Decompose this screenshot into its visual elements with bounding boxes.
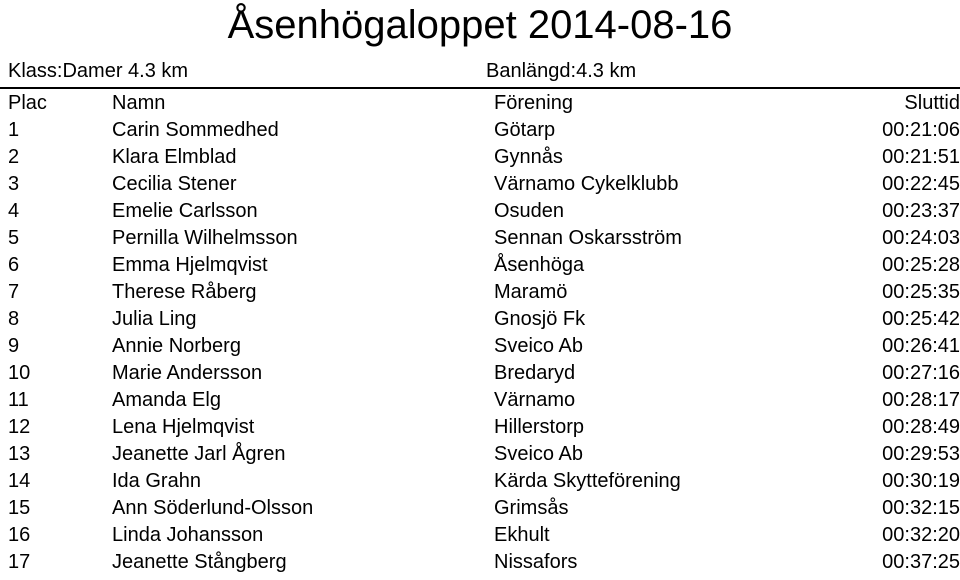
cell-sluttid: 00:24:03 [882, 227, 960, 249]
class-label: Klass:Damer 4.3 km [8, 60, 189, 82]
cell-forening: Gnosjö Fk [494, 308, 586, 330]
header-divider [0, 87, 960, 89]
cell-namn: Amanda Elg [112, 389, 221, 411]
cell-forening: Osuden [494, 200, 565, 222]
cell-sluttid: 00:25:35 [882, 281, 960, 303]
cell-namn: Ida Grahn [112, 470, 201, 492]
cell-plac: 14 [8, 470, 31, 492]
cell-forening: Gynnås [494, 146, 563, 168]
cell-plac: 12 [8, 416, 31, 438]
cell-namn: Emma Hjelmqvist [112, 254, 268, 276]
cell-forening: Hillerstorp [494, 416, 585, 438]
table-row [0, 522, 960, 549]
cell-namn: Emelie Carlsson [112, 200, 258, 222]
results-table [0, 90, 960, 576]
cell-namn: Julia Ling [112, 308, 197, 330]
table-row [0, 414, 960, 441]
table-header-row [0, 90, 960, 117]
cell-namn: Ann Söderlund-Olsson [112, 497, 314, 519]
cell-sluttid: 00:23:37 [882, 200, 960, 222]
cell-namn: Marie Andersson [112, 362, 263, 384]
cell-plac: 10 [8, 362, 31, 384]
column-header-forening: Förening [494, 92, 573, 114]
cell-namn: Linda Johansson [112, 524, 264, 546]
table-row [0, 252, 960, 279]
cell-forening: Värnamo [494, 389, 576, 411]
cell-namn: Lena Hjelmqvist [112, 416, 255, 438]
cell-namn: Therese Råberg [112, 281, 257, 303]
results-body [0, 117, 960, 576]
cell-forening: Ekhult [494, 524, 550, 546]
cell-sluttid: 00:25:28 [882, 254, 960, 276]
cell-plac: 15 [8, 497, 31, 519]
cell-plac: 13 [8, 443, 31, 465]
cell-plac: 11 [8, 389, 29, 411]
cell-sluttid: 00:27:16 [882, 362, 960, 384]
cell-sluttid: 00:21:06 [882, 119, 960, 141]
table-row [0, 441, 960, 468]
table-row [0, 198, 960, 225]
cell-plac: 6 [8, 254, 20, 276]
cell-sluttid: 00:28:49 [882, 416, 960, 438]
cell-sluttid: 00:37:25 [882, 551, 960, 573]
table-row [0, 360, 960, 387]
cell-namn: Cecilia Stener [112, 173, 237, 195]
table-row [0, 387, 960, 414]
cell-forening: Kärda Skytteförening [494, 470, 681, 492]
column-header-plac: Plac [8, 92, 47, 114]
cell-forening: Sveico Ab [494, 335, 583, 357]
cell-sluttid: 00:32:20 [882, 524, 960, 546]
cell-forening: Grimsås [494, 497, 569, 519]
cell-plac: 4 [8, 200, 20, 222]
table-row [0, 225, 960, 252]
cell-namn: Jeanette Stångberg [112, 551, 287, 573]
table-row [0, 549, 960, 576]
cell-plac: 5 [8, 227, 20, 249]
cell-sluttid: 00:29:53 [882, 443, 960, 465]
column-header-namn: Namn [112, 92, 166, 114]
cell-plac: 9 [8, 335, 20, 357]
cell-sluttid: 00:22:45 [882, 173, 960, 195]
cell-plac: 2 [8, 146, 20, 168]
course-length-label: Banlängd:4.3 km [486, 60, 637, 82]
cell-forening: Bredaryd [494, 362, 576, 384]
cell-plac: 3 [8, 173, 20, 195]
cell-namn: Pernilla Wilhelmsson [112, 227, 298, 249]
cell-forening: Åsenhöga [494, 254, 585, 276]
cell-forening: Sennan Oskarsström [494, 227, 682, 249]
cell-forening: Götarp [494, 119, 556, 141]
table-row [0, 279, 960, 306]
table-row [0, 117, 960, 144]
table-row [0, 333, 960, 360]
table-row [0, 468, 960, 495]
cell-plac: 16 [8, 524, 31, 546]
cell-forening: Nissafors [494, 551, 578, 573]
column-header-sluttid: Sluttid [904, 92, 960, 114]
cell-namn: Annie Norberg [112, 335, 241, 357]
table-row [0, 171, 960, 198]
cell-sluttid: 00:26:41 [882, 335, 960, 357]
cell-sluttid: 00:32:15 [882, 497, 960, 519]
cell-sluttid: 00:28:17 [882, 389, 960, 411]
cell-plac: 1 [8, 119, 20, 141]
page-title: Åsenhögaloppet 2014-08-16 [227, 3, 733, 47]
cell-sluttid: 00:25:42 [882, 308, 960, 330]
cell-forening: Maramö [494, 281, 568, 303]
cell-namn: Carin Sommedhed [112, 119, 279, 141]
cell-plac: 8 [8, 308, 20, 330]
table-row [0, 144, 960, 171]
table-row [0, 306, 960, 333]
cell-plac: 7 [8, 281, 20, 303]
cell-forening: Värnamo Cykelklubb [494, 173, 679, 195]
cell-plac: 17 [8, 551, 31, 573]
cell-sluttid: 00:21:51 [882, 146, 960, 168]
cell-namn: Jeanette Jarl Ågren [112, 443, 286, 465]
table-row [0, 495, 960, 522]
cell-namn: Klara Elmblad [112, 146, 237, 168]
cell-sluttid: 00:30:19 [882, 470, 960, 492]
cell-forening: Sveico Ab [494, 443, 583, 465]
